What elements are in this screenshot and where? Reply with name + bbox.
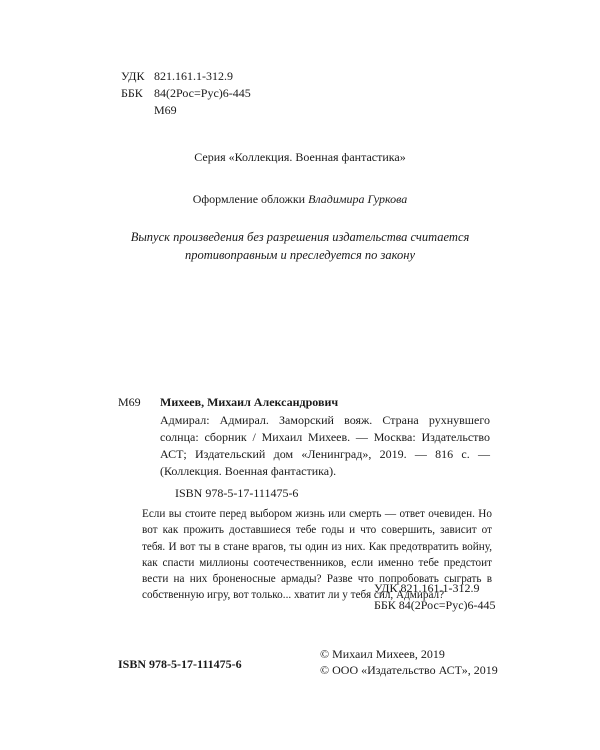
copyright-author: © Михаил Михеев, 2019 [320, 647, 445, 661]
bbk-row [121, 85, 251, 102]
record-udk: УДК 821.161.1-312.9 [374, 581, 480, 595]
cover-designer: Владимира Гуркова [308, 192, 408, 206]
record-isbn: ISBN 978-5-17-111475-6 [175, 486, 299, 500]
bbk-label: ББК [121, 86, 143, 100]
legal-notice [0, 228, 600, 264]
record-classification [374, 580, 496, 614]
record-code: М69 [118, 395, 141, 409]
copyright-block [320, 646, 498, 678]
legal-notice-line-1: Выпуск произведения без разрешения издательства считается [130, 230, 470, 244]
record-bbk: ББК 84(2Рос=Рус)6-445 [374, 598, 496, 612]
author-mark: М69 [154, 103, 177, 117]
annotation: Если вы стоите перед выбором жизнь или смерть — ответ очевиден. Но вот как прожить доставшиеся тебе годы и что совершить, зависит от тебя. И вот ты в стане врагов, ты один из них. Как предотвратить войну, как спасти миллионы соотечественников, если именно тебе предстоит вести на них броненосные армады? Разве что попробовать сыграть в собственную игру, вот только... хватит ли у тебя сил, Адмирал? [142, 508, 492, 602]
udk-label: УДК [121, 69, 145, 83]
author-mark-row [121, 102, 251, 119]
copyright-publisher: © ООО «Издательство АСТ», 2019 [320, 663, 498, 677]
cover-prefix: Оформление обложки [192, 192, 309, 206]
legal-notice-line-2: противоправным и преследуется по закону [184, 248, 415, 262]
cover-credit [0, 192, 600, 207]
bibliographic-description: Адмирал: Адмирал. Заморский вояж. Страна рухнувшего солнца: сборник / Михаил Михеев. — Москва: Издательство АСТ; Издательский дом «Ленинград», 2019. — 816 с. — (Коллекция. Военная фантастика). [160, 413, 490, 478]
bbk-value: 84(2Рос=Рус)6-445 [154, 86, 251, 100]
series-line: Серия «Коллекция. Военная фантастика» [194, 150, 406, 164]
udk-value: 821.161.1-312.9 [154, 69, 233, 83]
classification-header [121, 68, 251, 119]
record-author: Михеев, Михаил Александрович [160, 395, 339, 409]
footer-isbn: ISBN 978-5-17-111475-6 [118, 657, 242, 671]
udk-row [121, 68, 251, 85]
